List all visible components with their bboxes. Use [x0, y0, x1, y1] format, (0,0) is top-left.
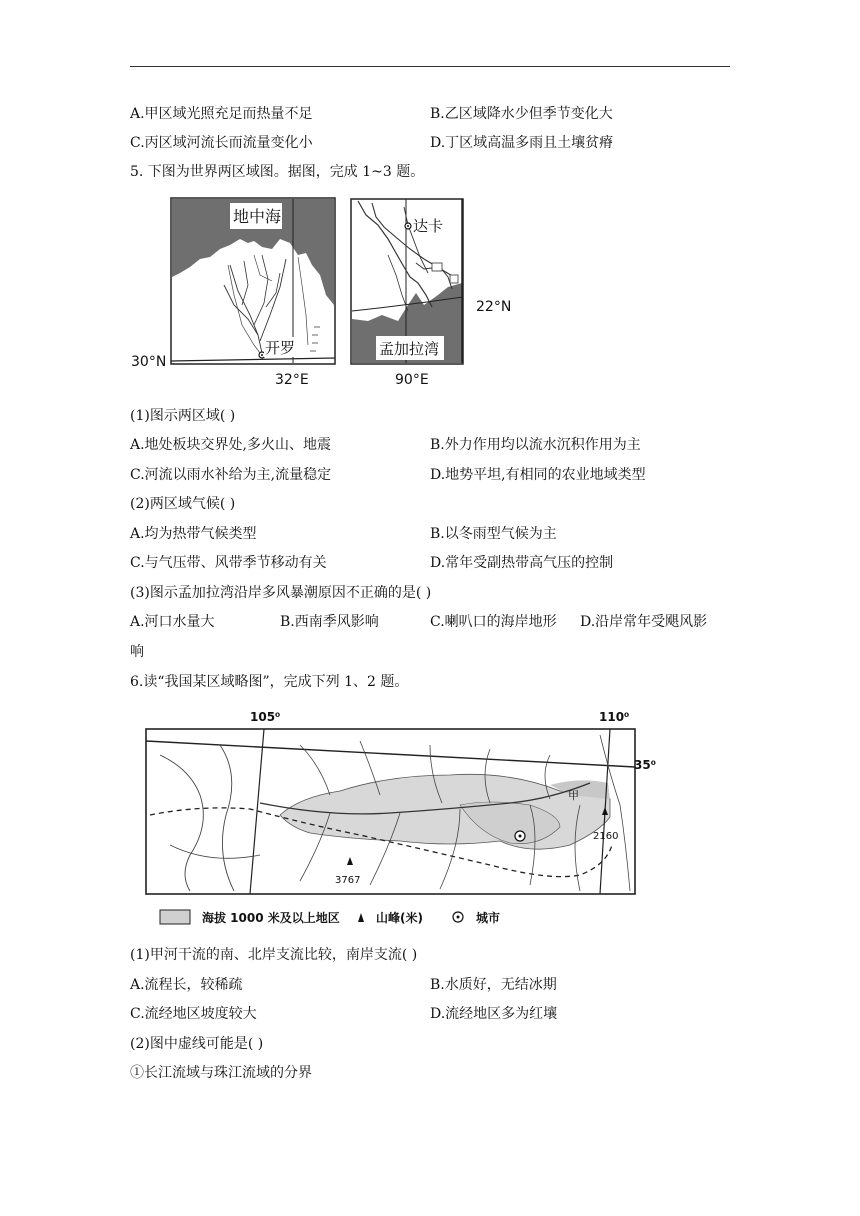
q5-sub2-option-a[interactable]: A.均为热带气候类型 — [130, 526, 257, 542]
q4-option-b[interactable]: B.乙区域降水少但季节变化大 — [430, 106, 613, 122]
map6-river-label: 甲 — [568, 789, 579, 802]
map-right-lat-label: 22°N — [476, 299, 512, 315]
q6-sub2-option-1[interactable]: ①长江流域与珠江流域的分界 — [130, 1065, 312, 1081]
q5-sub1-option-a[interactable]: A.地处板块交界处,多火山、地震 — [130, 437, 332, 453]
q5-sub3-option-d-continued: 响 — [130, 644, 144, 660]
map-left-lat-label: 30°N — [131, 354, 167, 370]
q6-sub1-stem: (1)甲河干流的南、北岸支流比较，南岸支流( ) — [130, 947, 418, 963]
q4-option-d[interactable]: D.丁区域高温多雨且土壤贫瘠 — [430, 135, 614, 151]
map-right-lon-label: 90°E — [395, 372, 429, 388]
q6-sub2-stem: (2)图中虚线可能是( ) — [130, 1036, 264, 1052]
q5-sub3-option-c[interactable]: C.喇叭口的海岸地形 — [430, 614, 557, 630]
q5-sub3-option-b[interactable]: B.西南季风影响 — [280, 614, 379, 630]
map6-lat-label: 35⁰ — [634, 758, 656, 772]
q5-sub1-option-b[interactable]: B.外力作用均以流水沉积作用为主 — [430, 437, 641, 453]
map6-peak-right-label: 2160 — [593, 831, 619, 842]
ganges-delta-map — [348, 195, 538, 390]
q5-sub2-stem: (2)两区域气候( ) — [130, 496, 236, 512]
q5-sub1-option-c[interactable]: C.河流以雨水补给为主,流量稳定 — [130, 467, 332, 483]
map-right-bay-label: 孟加拉湾 — [379, 340, 440, 358]
q5-sub1-option-d[interactable]: D.地势平坦,有相同的农业地域类型 — [430, 467, 646, 483]
legend-city-label: 城市 — [476, 911, 501, 925]
q5-sub3-stem: (3)图示孟加拉湾沿岸多风暴潮原因不正确的是( ) — [130, 585, 432, 601]
region-sketch-map — [130, 705, 656, 930]
q5-sub3-option-a[interactable]: A.河口水量大 — [130, 614, 215, 630]
q6-sub1-option-c[interactable]: C.流经地区坡度较大 — [130, 1006, 257, 1022]
q4-option-c[interactable]: C.丙区域河流长而流量变化小 — [130, 135, 313, 151]
map-left-lon-label: 32°E — [275, 372, 309, 388]
q5-sub2-option-d[interactable]: D.常年受副热带高气压的控制 — [430, 555, 614, 571]
header-rule — [130, 66, 730, 67]
q5-sub1-stem: (1)图示两区域( ) — [130, 408, 236, 424]
mountain-peak-icon — [358, 913, 364, 922]
map6-peak-left-label: 3767 — [335, 875, 361, 886]
map6-lon-right-label: 110⁰ — [599, 710, 630, 724]
q5-sub3-option-d[interactable]: D.沿岸常年受飓风影 — [580, 614, 708, 630]
q6-sub1-option-b[interactable]: B.水质好，无结冰期 — [430, 977, 557, 993]
nile-delta-map — [130, 195, 340, 390]
q6-stem: 6.读“我国某区域略图”，完成下列 1、2 题。 — [130, 674, 409, 690]
q5-stem: 5. 下图为世界两区域图。据图，完成 1~3 题。 — [130, 164, 425, 180]
map6-lon-left-label: 105⁰ — [250, 710, 281, 724]
q5-sub2-option-c[interactable]: C.与气压带、风带季节移动有关 — [130, 555, 327, 571]
legend-high-swatch — [160, 910, 190, 924]
map-left-sea-label: 地中海 — [233, 207, 282, 226]
map-right-city-label: 达卡 — [413, 217, 444, 235]
q6-sub1-option-a[interactable]: A.流程长，较稀疏 — [130, 977, 243, 993]
legend-peak-label: 山峰(米) — [376, 911, 423, 925]
map-left-city-label: 开罗 — [265, 339, 296, 357]
legend-high-label: 海拔 1000 米及以上地区 — [202, 911, 340, 925]
q4-option-a[interactable]: A.甲区域光照充足而热量不足 — [130, 106, 313, 122]
q6-sub1-option-d[interactable]: D.流经地区多为红壤 — [430, 1006, 558, 1022]
q5-sub2-option-b[interactable]: B.以冬雨型气候为主 — [430, 526, 557, 542]
